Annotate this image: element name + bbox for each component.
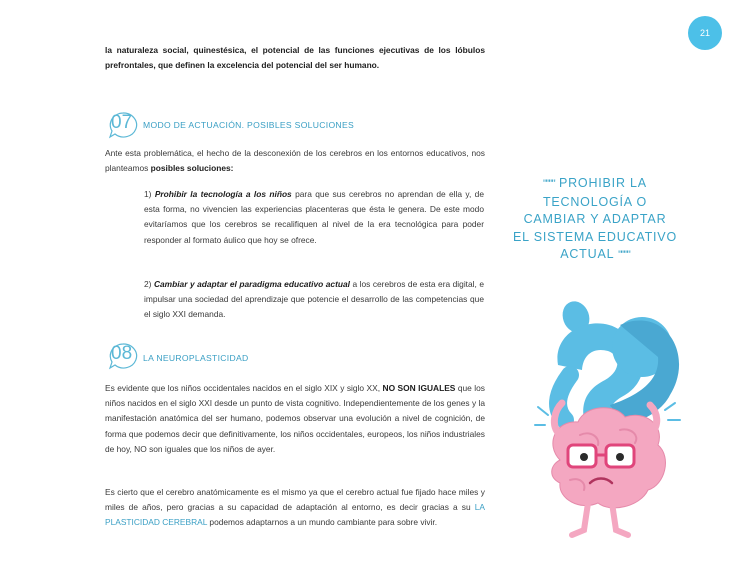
page-number: 21 [699,28,710,38]
neuroplasticity-paragraph-2 [105,485,485,531]
section-08-number [106,342,140,370]
p2-text-a: Es cierto que el cerebro anatómicamente es el mismo ya que el cerebro actual fue fijado hace miles y miles de años, pero gracias a su capacidad de adaptación al entorno, es decir gracias a su [105,487,485,513]
p1-bold: NO SON IGUALES [382,383,456,393]
section-07-intro-bold: posibles soluciones: [150,163,234,174]
neuroplasticity-paragraph-1 [105,381,485,457]
quote-open-marks: """" [543,178,555,190]
page-number-badge [688,16,722,50]
quote-line-3: CAMBIAR Y ADAPTAR [523,212,667,226]
solution-item-1-number: 1) [144,189,155,199]
quote-line-2: TECNOLOGÍA O [542,194,648,209]
quote-line-4: EL SISTEMA EDUCATIVO [513,229,677,244]
section-07-number-text: 07 [111,112,133,133]
intro-text: la naturaleza social, quinestésica, el potencial de las funciones ejecutivas de los lóbulos prefrontales, que definen la excelencia del potencial del ser humano. [105,45,485,71]
question-mark-icon [557,298,679,427]
brain-character-icon [535,403,680,535]
section-07-title: MODO DE ACTUACIÓN. POSIBLES SOLUCIONES [143,120,355,130]
solution-item-2-bold: Cambiar y adaptar el paradigma educativo actual [153,279,350,289]
solution-item-1-bold: Prohibir la tecnología a los niños [154,189,292,199]
quote-line-5 [495,246,695,265]
section-07-intro-text: Ante esta problemática, el hecho de la desconexión de los cerebros en los entornos educativos, nos planteamos [105,148,485,174]
section-08-number-text: 08 [111,343,133,364]
p1-text-b: que los niños nacidos en el siglo XXI desde un punto de vista cognitivo. Independientemente de los genes y la manifestación anatómica del ser humano, podemos observar una evolución a nivel de cognición, de forma que podemos decir que definitivamente, los niños occidentales, europeos, los niños industriales de hoy, NO son iguales que los niños de ayer. [105,383,485,454]
quote-line-1-text: PROHIBIR LA [558,176,647,190]
solution-item-1-text: para que sus cerebros no aprendan de ella y, de esta forma, no vivencien las experiencias placenteras que ésta le genera. De este modo evitaríamos que los cerebros se recalifiquen al nivel de la era tecnológica para poder responder al formato áulico que hoy se ofrece. [144,189,484,245]
solution-item-2 [144,277,484,323]
section-08-title: LA NEUROPLASTICIDAD [143,353,249,363]
section-07-number [106,111,140,139]
quote-line-1 [495,175,695,194]
p2-highlight: LA PLASTICIDAD CEREBRAL [105,502,485,528]
brain-with-question-mark-icon [500,285,700,560]
solution-item-2-number: 2) [144,279,154,289]
quote-line-5-text: ACTUAL [560,247,614,261]
p2-text-b: podemos adaptarnos a un mundo cambiante para sobre vivir. [207,517,438,528]
p1-text-a: Es evidente que los niños occidentales nacidos en el siglo XIX y siglo XX, [105,383,383,393]
solution-item-1 [144,187,484,248]
quote-close-marks: """" [618,249,630,261]
solution-item-2-text: a los cerebros de esta era digital, e impulsar una sociedad del aprendizaje que potencie el desarrollo de las competencias que el siglo XXI demanda. [144,279,484,320]
intro-paragraph [105,43,485,73]
section-07-intro [105,146,485,176]
pull-quote [495,175,695,265]
